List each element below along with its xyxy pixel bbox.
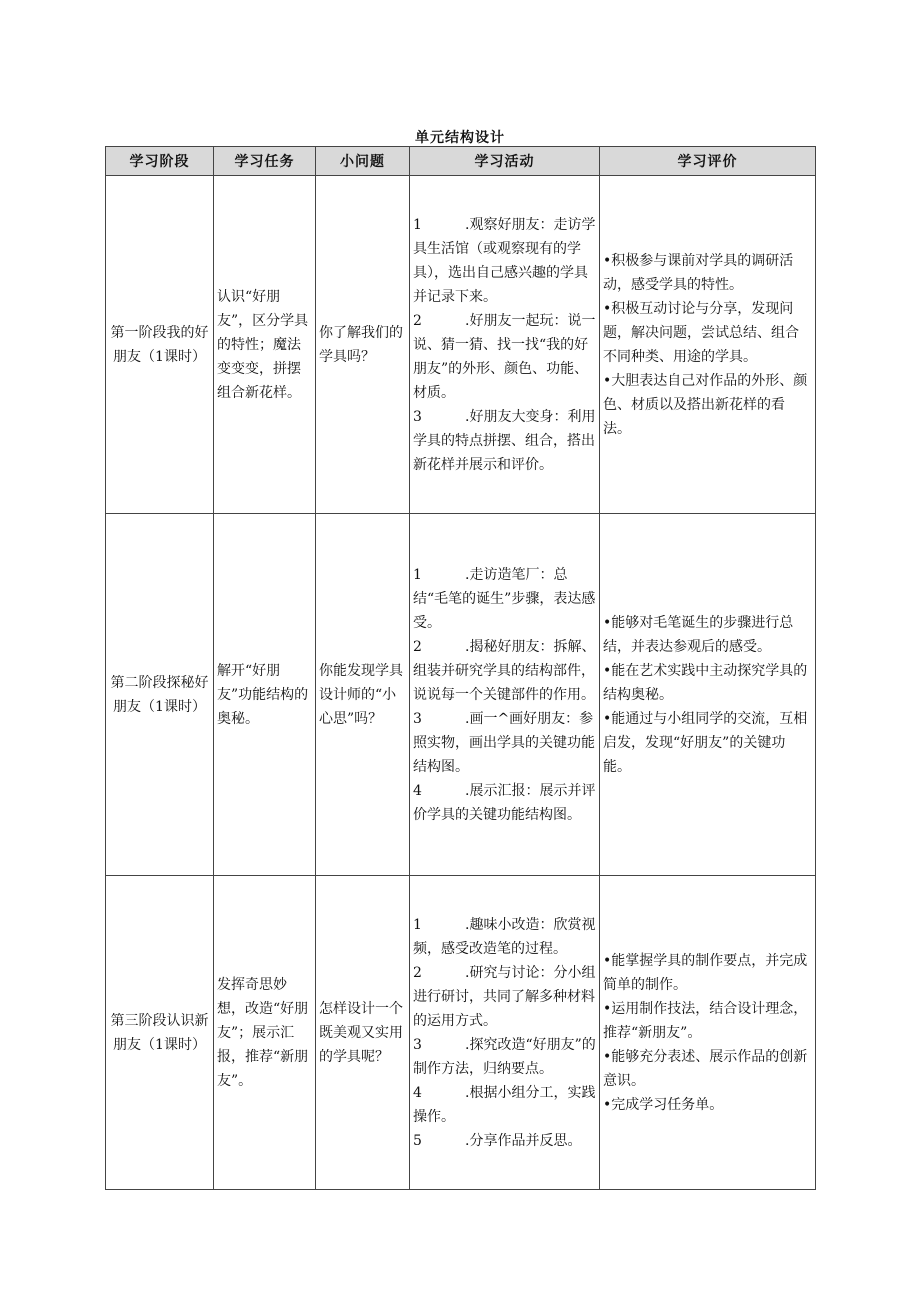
activity-item: 1 .走访造笔厂：总结“毛笔的诞生”步骤，表达感受。 <box>413 566 596 631</box>
question-cell: 怎样设计一个既美观又实用的学具呢？ <box>316 876 410 1190</box>
activity-item: 4 .根据小组分工，实践操作。 <box>413 1084 596 1125</box>
header-question: 小问题 <box>316 147 410 176</box>
evaluation-cell <box>600 514 816 876</box>
evaluation-item: • 大胆表达自己对作品的外形、颜色、材质以及搭出新花样的看法。 <box>603 369 812 441</box>
unit-structure-table <box>105 146 816 1190</box>
activity-item: 1 .趣味小改造：欣赏视频，感受改造笔的过程。 <box>413 916 596 957</box>
evaluation-cell <box>600 876 816 1190</box>
evaluation-item: • 运用制作技法，结合设计理念，推荐“新朋友”。 <box>603 997 812 1045</box>
activity-item: 3 .画一^画好朋友：参照实物，画出学具的关键功能结构图。 <box>413 710 595 775</box>
activity-item: 3 .探究改造“好朋友”的制作方法，归纳要点。 <box>413 1036 596 1077</box>
evaluation-item: • 积极互动讨论与分享，发现问题，解决问题，尝试总结、组合不同种类、用途的学具。 <box>603 297 812 369</box>
table-row <box>106 876 816 1190</box>
activity-cell <box>410 176 600 514</box>
activity-item: 5 .分享作品并反思。 <box>413 1132 582 1149</box>
header-activity: 学习活动 <box>410 147 600 176</box>
task-cell: 解开“好朋友”功能结构的奥秘。 <box>214 514 316 876</box>
header-task: 学习任务 <box>214 147 316 176</box>
activity-item: 1 .观察好朋友：走访学具生活馆（或观察现有的学具），选出自己感兴趣的学具并记录下来。 <box>413 216 596 305</box>
evaluation-item: • 能掌握学具的制作要点，并完成简单的制作。 <box>603 949 812 997</box>
question-cell: 你了解我们的学具吗？ <box>316 176 410 514</box>
evaluation-item: • 能通过与小组同学的交流，互相启发，发现“好朋友”的关键功能。 <box>603 707 812 779</box>
activity-item: 4 .展示汇报：展示并评价学具的关键功能结构图。 <box>413 782 596 823</box>
evaluation-cell <box>600 176 816 514</box>
task-cell: 认识“好朋友”，区分学具的特性；魔法变变变，拼摆组合新花样。 <box>214 176 316 514</box>
stage-cell: 第一阶段我的好朋友（1课时） <box>106 176 214 514</box>
page-title: 单元结构设计 <box>415 130 505 146</box>
evaluation-item: • 能够充分表述、展示作品的创新意识。 <box>603 1045 812 1093</box>
table-row <box>106 176 816 514</box>
activity-cell <box>410 514 600 876</box>
header-stage: 学习阶段 <box>106 147 214 176</box>
header-evaluation: 学习评价 <box>600 147 816 176</box>
evaluation-item: • 完成学习任务单。 <box>603 1093 812 1117</box>
activity-item: 2 .好朋友一起玩：说一说、猜一猜、找一找“我的好朋友”的外形、颜色、功能、材质。 <box>413 312 596 401</box>
stage-cell: 第三阶段认识新朋友（1课时） <box>106 876 214 1190</box>
stage-cell: 第二阶段探秘好朋友（1课时） <box>106 514 214 876</box>
table-header-row <box>106 147 816 176</box>
activity-item: 3 .好朋友大变身：利用学具的特点拼摆、组合，搭出新花样并展示和评价。 <box>413 408 596 473</box>
task-cell: 发挥奇思妙想，改造“好朋友”；展示汇报，推荐“新朋友”。 <box>214 876 316 1190</box>
activity-cell <box>410 876 600 1190</box>
table-row <box>106 514 816 876</box>
evaluation-item: • 能在艺术实践中主动探究学具的结构奥秘。 <box>603 659 812 707</box>
activity-item: 2 .揭秘好朋友：拆解、组装并研究学具的结构部件，说说每一个关键部件的作用。 <box>413 638 596 703</box>
question-cell: 你能发现学具设计师的“小心思”吗？ <box>316 514 410 876</box>
evaluation-item: • 积极参与课前对学具的调研活动，感受学具的特性。 <box>603 249 812 297</box>
evaluation-item: • 能够对毛笔诞生的步骤进行总结，并表达参观后的感受。 <box>603 611 812 659</box>
activity-item: 2 .研究与讨论：分小组进行研讨，共同了解多种材料的运用方式。 <box>413 964 596 1029</box>
